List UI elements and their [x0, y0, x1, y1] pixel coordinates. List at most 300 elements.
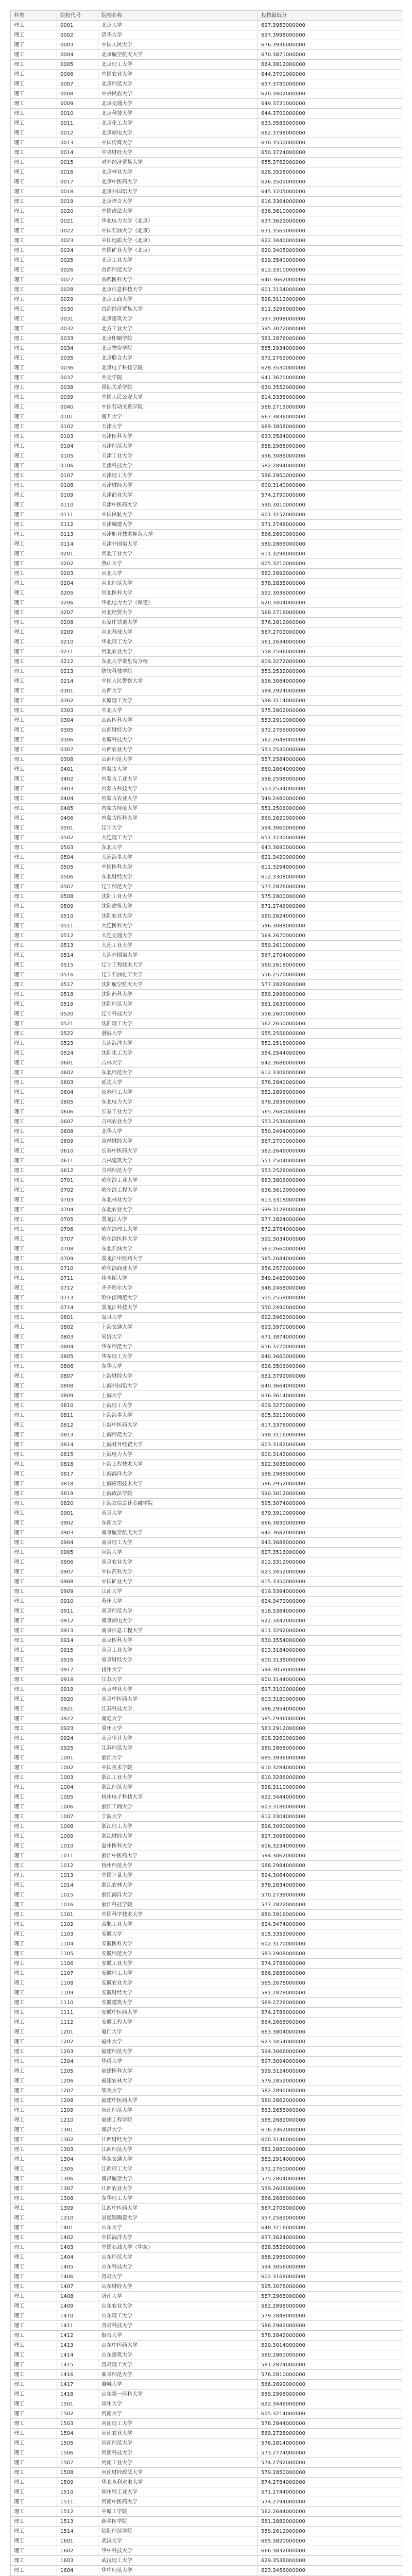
cell-school-name: 天津大学 [98, 422, 258, 432]
cell-min-score: 697.3998000000 [258, 30, 402, 40]
cell-subject: 理工 [11, 1557, 57, 1567]
cell-school-code: 1007 [57, 1812, 98, 1822]
table-row [11, 872, 402, 882]
table-row [11, 676, 402, 686]
table-row [11, 373, 402, 383]
table-row [11, 2096, 402, 2106]
cell-min-score: 640.3660000000 [258, 1352, 402, 1362]
cell-subject: 理工 [11, 314, 57, 324]
cell-school-name: 上海工程技术大学 [98, 1460, 258, 1469]
cell-school-name: 浙江大学 [98, 1753, 258, 1763]
cell-min-score: 582.2890000000 [258, 2086, 402, 2096]
cell-subject: 理工 [11, 608, 57, 618]
cell-school-name: 安徽中医药大学 [98, 2008, 258, 2018]
cell-subject: 理工 [11, 1538, 57, 1548]
cell-school-code: 0205 [57, 588, 98, 598]
cell-subject: 理工 [11, 598, 57, 608]
cell-school-name: 华中师范大学 [98, 2566, 258, 2575]
cell-min-score: 602.3170000000 [258, 1939, 402, 1949]
table-row [11, 2106, 402, 2115]
cell-min-score: 676.3936000000 [258, 40, 402, 50]
cell-subject: 理工 [11, 461, 57, 471]
table-row [11, 363, 402, 373]
cell-school-code: 0103 [57, 432, 98, 442]
cell-min-score: 693.3970000000 [258, 1323, 402, 1332]
cell-min-score: 670.3871000000 [258, 50, 402, 60]
cell-school-name: 浙江中医药大学 [98, 1851, 258, 1861]
cell-min-score: 601.3154000000 [258, 285, 402, 295]
cell-min-score: 596.3086000000 [258, 451, 402, 461]
cell-school-name: 东北大学 [98, 843, 258, 853]
cell-school-code: 0031 [57, 314, 98, 324]
cell-school-code: 1603 [57, 2556, 98, 2566]
cell-school-code: 0301 [57, 686, 98, 696]
cell-school-code: 0513 [57, 941, 98, 951]
cell-subject: 理工 [11, 226, 57, 236]
table-row [11, 1753, 402, 1763]
cell-min-score: 577.2828000000 [258, 980, 402, 990]
cell-subject: 理工 [11, 716, 57, 725]
cell-min-score: 662.3798000000 [258, 128, 402, 138]
cell-school-code: 0519 [57, 999, 98, 1009]
cell-min-score: 560.2624000000 [258, 911, 402, 921]
cell-subject: 理工 [11, 1577, 57, 1587]
cell-min-score: 589.2998000000 [258, 2389, 402, 2399]
cell-school-code: 1306 [57, 2174, 98, 2184]
cell-subject: 理工 [11, 951, 57, 960]
table-row [11, 148, 402, 158]
cell-school-code: 1202 [57, 2037, 98, 2047]
table-row [11, 21, 402, 30]
cell-min-score: 581.2878000000 [258, 1988, 402, 1998]
cell-school-code: 1203 [57, 2047, 98, 2057]
cell-subject: 理工 [11, 373, 57, 383]
cell-school-name: 山西农业大学 [98, 745, 258, 755]
table-row [11, 549, 402, 559]
cell-subject: 理工 [11, 1890, 57, 1900]
cell-subject: 理工 [11, 960, 57, 970]
cell-subject: 理工 [11, 588, 57, 598]
cell-min-score: 581.2882000000 [258, 2517, 402, 2527]
cell-min-score: 585.2934000000 [258, 344, 402, 353]
cell-school-name: 山西大学 [98, 686, 258, 696]
table-row [11, 892, 402, 902]
cell-subject: 理工 [11, 2311, 57, 2321]
table-row [11, 804, 402, 814]
cell-subject: 理工 [11, 676, 57, 686]
cell-min-score: 557.2584000000 [258, 755, 402, 765]
cell-min-score: 643.3690000000 [258, 843, 402, 853]
cell-min-score: 574.2792000000 [258, 2458, 402, 2468]
cell-min-score: 624.3474000000 [258, 1920, 402, 1929]
cell-school-code: 0906 [57, 1557, 98, 1567]
cell-school-code: 1014 [57, 1880, 98, 1890]
cell-school-name: 中央财经大学 [98, 148, 258, 158]
cell-school-name: 河南中医药大学 [98, 2497, 258, 2507]
cell-school-name: 安徽医科大学 [98, 1939, 258, 1949]
cell-subject: 理工 [11, 1411, 57, 1420]
table-row [11, 2008, 402, 2018]
cell-school-name: 南京审计大学 [98, 1734, 258, 1743]
cell-min-score: 555.2556000000 [258, 1029, 402, 1039]
cell-min-score: 576.2812000000 [258, 618, 402, 628]
cell-school-code: 1005 [57, 1792, 98, 1802]
table-row [11, 1303, 402, 1313]
cell-school-code: 0208 [57, 618, 98, 628]
cell-school-code: 0032 [57, 324, 98, 334]
cell-school-name: 上海海事大学 [98, 1411, 258, 1420]
cell-min-score: 577.2826000000 [258, 882, 402, 892]
cell-school-name: 新乡医学院 [98, 2517, 258, 2527]
cell-school-name: 江西理工大学 [98, 2164, 258, 2174]
table-row [11, 2487, 402, 2497]
cell-school-name: 哈尔滨商业大学 [98, 1264, 258, 1274]
cell-subject: 理工 [11, 109, 57, 118]
cell-min-score: 605.3214000000 [258, 2409, 402, 2419]
cell-subject: 理工 [11, 628, 57, 637]
cell-school-name: 山东第一医科大学 [98, 2389, 258, 2399]
cell-min-score: 612.3304000000 [258, 1812, 402, 1822]
table-row [11, 2213, 402, 2223]
cell-subject: 理工 [11, 79, 57, 89]
cell-school-name: 河南理工大学 [98, 2419, 258, 2429]
cell-school-name: 北华大学 [98, 1127, 258, 1137]
cell-min-score: 551.2506000000 [258, 804, 402, 814]
cell-school-code: 1414 [57, 2350, 98, 2360]
cell-school-code: 0107 [57, 471, 98, 481]
cell-subject: 理工 [11, 167, 57, 177]
cell-min-score: 595.3072000000 [258, 324, 402, 334]
cell-school-code: 0918 [57, 1675, 98, 1685]
table-row [11, 246, 402, 256]
cell-school-name: 天津工业大学 [98, 451, 258, 461]
cell-min-score: 579.2852000000 [258, 2076, 402, 2086]
cell-school-name: 吉林财经大学 [98, 1137, 258, 1146]
table-row [11, 628, 402, 637]
cell-min-score: 580.2868000000 [258, 1743, 402, 1753]
cell-school-code: 0017 [57, 177, 98, 187]
table-row [11, 2272, 402, 2282]
cell-min-score: 581.2874000000 [258, 2360, 402, 2370]
cell-min-score: 575.2800000000 [258, 892, 402, 902]
table-row [11, 412, 402, 422]
cell-subject: 理工 [11, 1068, 57, 1078]
cell-school-code: 0012 [57, 128, 98, 138]
cell-min-score: 603.3184000000 [258, 1646, 402, 1655]
cell-school-name: 厦门大学 [98, 2027, 258, 2037]
cell-min-score: 595.3074000000 [258, 1499, 402, 1509]
table-row [11, 1342, 402, 1352]
cell-min-score: 642.3686000000 [258, 1058, 402, 1068]
cell-school-name: 中国农业大学 [98, 70, 258, 79]
cell-school-name: 安徽理工大学 [98, 1969, 258, 1978]
cell-school-name: 华侨大学 [98, 2057, 258, 2066]
cell-school-name: 内蒙古科技大学 [98, 784, 258, 794]
cell-school-name: 华中科技大学 [98, 2546, 258, 2556]
cell-min-score: 636.3612000000 [258, 1185, 402, 1195]
cell-min-score: 568.2715000000 [258, 402, 402, 412]
cell-subject: 理工 [11, 725, 57, 735]
cell-subject: 理工 [11, 814, 57, 823]
cell-school-code: 0015 [57, 158, 98, 167]
cell-school-code: 1008 [57, 1822, 98, 1832]
cell-school-name: 上海立信会计金融学院 [98, 1499, 258, 1509]
cell-min-score: 590.3012000000 [258, 1489, 402, 1499]
cell-subject: 理工 [11, 99, 57, 109]
cell-min-score: 569.2726000000 [258, 1998, 402, 2008]
cell-school-name: 东北林业大学 [98, 1195, 258, 1205]
table-row [11, 2566, 402, 2575]
cell-school-name: 河南科技大学 [98, 2448, 258, 2458]
cell-min-score: 620.3402000000 [258, 89, 402, 99]
table-row [11, 696, 402, 706]
cell-school-code: 1009 [57, 1832, 98, 1841]
cell-min-score: 582.2894000000 [258, 461, 402, 471]
cell-subject: 理工 [11, 2145, 57, 2155]
cell-subject: 理工 [11, 2164, 57, 2174]
cell-subject: 理工 [11, 2468, 57, 2478]
cell-school-code: 1602 [57, 2546, 98, 2556]
table-row [11, 1234, 402, 1244]
cell-subject: 理工 [11, 804, 57, 814]
table-row [11, 2350, 402, 2360]
cell-school-name: 南京信息工程大学 [98, 1626, 258, 1636]
cell-min-score: 553.2536000000 [258, 1117, 402, 1127]
table-row [11, 510, 402, 520]
cell-min-score: 655.3762000000 [258, 158, 402, 167]
cell-min-score: 580.2866000000 [258, 539, 402, 549]
cell-school-name: 华北水利水电大学 [98, 2478, 258, 2487]
cell-min-score: 565.2680000000 [258, 1107, 402, 1117]
cell-school-name: 集美大学 [98, 2086, 258, 2096]
cell-school-code: 0805 [57, 1352, 98, 1362]
cell-school-code: 0006 [57, 70, 98, 79]
cell-school-name: 南通大学 [98, 1714, 258, 1724]
cell-subject: 理工 [11, 1430, 57, 1440]
cell-subject: 理工 [11, 1371, 57, 1381]
cell-school-name: 上海理工大学 [98, 1401, 258, 1411]
table-row [11, 2311, 402, 2321]
cell-school-code: 0925 [57, 1743, 98, 1753]
cell-school-name: 南京中医药大学 [98, 1694, 258, 1704]
cell-subject: 理工 [11, 2008, 57, 2018]
cell-school-code: 0038 [57, 383, 98, 393]
cell-min-score: 574.2794000000 [258, 2497, 402, 2507]
cell-subject: 理工 [11, 128, 57, 138]
cell-school-code: 0504 [57, 853, 98, 862]
cell-school-name: 中国人民大学 [98, 40, 258, 50]
cell-school-name: 辽宁师范大学 [98, 882, 258, 892]
cell-min-score: 630.3552000000 [258, 383, 402, 393]
cell-subject: 理工 [11, 2399, 57, 2409]
table-row [11, 2282, 402, 2292]
cell-school-name: 长春工业大学 [98, 1107, 258, 1117]
cell-subject: 理工 [11, 2497, 57, 2507]
cell-school-name: 首都师范大学 [98, 265, 258, 275]
cell-subject: 理工 [11, 1900, 57, 1910]
cell-subject: 理工 [11, 1587, 57, 1597]
cell-school-code: 0106 [57, 461, 98, 471]
cell-school-code: 0820 [57, 1499, 98, 1509]
cell-school-name: 浙江工商大学 [98, 1802, 258, 1812]
cell-school-name: 苏州大学 [98, 1597, 258, 1606]
cell-school-code: 0025 [57, 256, 98, 265]
table-row [11, 755, 402, 765]
table-row [11, 999, 402, 1009]
table-row [11, 128, 402, 138]
table-row [11, 422, 402, 432]
table-row [11, 1773, 402, 1783]
cell-school-name: 东华大学 [98, 1362, 258, 1371]
table-row [11, 2155, 402, 2164]
cell-min-score: 669.3858000000 [258, 422, 402, 432]
cell-school-name: 大连海事大学 [98, 853, 258, 862]
cell-school-name: 哈尔滨师范大学 [98, 1293, 258, 1303]
cell-subject: 理工 [11, 1704, 57, 1714]
cell-school-code: 0030 [57, 304, 98, 314]
cell-school-name: 安徽财经大学 [98, 1988, 258, 1998]
table-row [11, 1861, 402, 1871]
cell-school-code: 1408 [57, 2292, 98, 2301]
table-row [11, 2321, 402, 2331]
cell-subject: 理工 [11, 1254, 57, 1264]
cell-school-code: 0502 [57, 833, 98, 843]
cell-min-score: 588.2986000000 [258, 2252, 402, 2262]
cell-min-score: 667.3836000000 [258, 412, 402, 422]
cell-school-code: 0036 [57, 363, 98, 373]
cell-school-name: 沈阳师范大学 [98, 999, 258, 1009]
table-row [11, 118, 402, 128]
cell-school-name: 聊城大学 [98, 2380, 258, 2389]
cell-min-score: 559.2610000000 [258, 941, 402, 951]
cell-school-code: 0040 [57, 402, 98, 412]
cell-school-name: 常州大学 [98, 1724, 258, 1734]
cell-subject: 理工 [11, 1665, 57, 1675]
cell-school-code: 0708 [57, 1244, 98, 1254]
cell-school-name: 大连医科大学 [98, 921, 258, 931]
cell-school-name: 燕山大学 [98, 559, 258, 569]
cell-school-code: 0101 [57, 412, 98, 422]
table-row [11, 2341, 402, 2350]
cell-school-code: 0704 [57, 1205, 98, 1215]
cell-school-code: 1301 [57, 2125, 98, 2135]
cell-school-code: 0011 [57, 118, 98, 128]
cell-min-score: 582.2896000000 [258, 1088, 402, 1097]
cell-min-score: 610.3286000000 [258, 1773, 402, 1783]
cell-subject: 理工 [11, 1499, 57, 1509]
cell-subject: 理工 [11, 2370, 57, 2380]
cell-school-code: 0403 [57, 784, 98, 794]
cell-school-name: 上海中医药大学 [98, 1420, 258, 1430]
table-row [11, 784, 402, 794]
cell-min-score: 568.2718000000 [258, 608, 402, 618]
cell-min-score: 692.3962000000 [258, 1313, 402, 1323]
table-row [11, 1489, 402, 1499]
cell-min-score: 578.2840000000 [258, 1078, 402, 1088]
cell-school-code: 0303 [57, 706, 98, 716]
cell-school-code: 0809 [57, 1391, 98, 1401]
cell-min-score: 560.2620000000 [258, 814, 402, 823]
cell-school-code: 0010 [57, 109, 98, 118]
cell-school-code: 0602 [57, 1068, 98, 1078]
table-row [11, 970, 402, 980]
cell-subject: 理工 [11, 246, 57, 256]
cell-school-code: 1006 [57, 1802, 98, 1812]
table-row [11, 931, 402, 941]
cell-subject: 理工 [11, 1988, 57, 1998]
cell-school-name: 中北大学 [98, 706, 258, 716]
cell-school-name: 北京邮电大学 [98, 128, 258, 138]
cell-subject: 理工 [11, 1646, 57, 1655]
cell-school-name: 天津商业大学 [98, 490, 258, 500]
cell-school-code: 1410 [57, 2311, 98, 2321]
cell-min-score: 570.2738000000 [258, 1890, 402, 1900]
cell-subject: 理工 [11, 304, 57, 314]
cell-subject: 理工 [11, 1146, 57, 1156]
cell-school-name: 郑州轻工业大学 [98, 2487, 258, 2497]
cell-school-name: 中国海洋大学 [98, 2233, 258, 2243]
table-row [11, 2262, 402, 2272]
cell-subject: 理工 [11, 1205, 57, 1215]
cell-subject: 理工 [11, 1029, 57, 1039]
cell-min-score: 623.3454000000 [258, 2037, 402, 2047]
cell-min-score: 574.2786000000 [258, 2008, 402, 2018]
cell-min-score: 595.3078000000 [258, 2282, 402, 2292]
cell-min-score: 586.2950000000 [258, 471, 402, 481]
table-row [11, 2145, 402, 2155]
cell-min-score: 554.2544000000 [258, 1048, 402, 1058]
cell-min-score: 637.3624000000 [258, 2233, 402, 2243]
cell-min-score: 630.3554000000 [258, 1636, 402, 1646]
cell-subject: 理工 [11, 89, 57, 99]
table-row [11, 520, 402, 530]
cell-min-score: 580.2862000000 [258, 2096, 402, 2106]
table-row [11, 1920, 402, 1929]
cell-school-name: 青岛理工大学 [98, 2360, 258, 2370]
cell-school-code: 0406 [57, 814, 98, 823]
cell-school-code: 0804 [57, 1342, 98, 1352]
cell-school-code: 0113 [57, 530, 98, 539]
cell-school-name: 清华大学 [98, 30, 258, 40]
cell-min-score: 599.3128000000 [258, 1205, 402, 1215]
cell-subject: 理工 [11, 1185, 57, 1195]
cell-school-name: 中国政法大学 [98, 207, 258, 216]
table-row [11, 2252, 402, 2262]
table-row [11, 334, 402, 344]
table-row [11, 1127, 402, 1137]
cell-school-code: 0917 [57, 1665, 98, 1675]
table-row [11, 1283, 402, 1293]
cell-subject: 理工 [11, 344, 57, 353]
cell-school-code: 0601 [57, 1058, 98, 1068]
cell-subject: 理工 [11, 892, 57, 902]
table-row [11, 1205, 402, 1215]
cell-subject: 理工 [11, 941, 57, 951]
table-row [11, 187, 402, 197]
table-row [11, 1724, 402, 1734]
cell-subject: 理工 [11, 1694, 57, 1704]
cell-subject: 理工 [11, 2037, 57, 2047]
cell-school-name: 中央民族大学 [98, 89, 258, 99]
table-row [11, 1832, 402, 1841]
table-row [11, 1274, 402, 1283]
cell-school-name: 北京工商大学 [98, 295, 258, 304]
cell-school-code: 0605 [57, 1097, 98, 1107]
table-row [11, 1215, 402, 1225]
cell-subject: 理工 [11, 1655, 57, 1665]
table-row [11, 1401, 402, 1411]
cell-school-code: 0711 [57, 1274, 98, 1283]
